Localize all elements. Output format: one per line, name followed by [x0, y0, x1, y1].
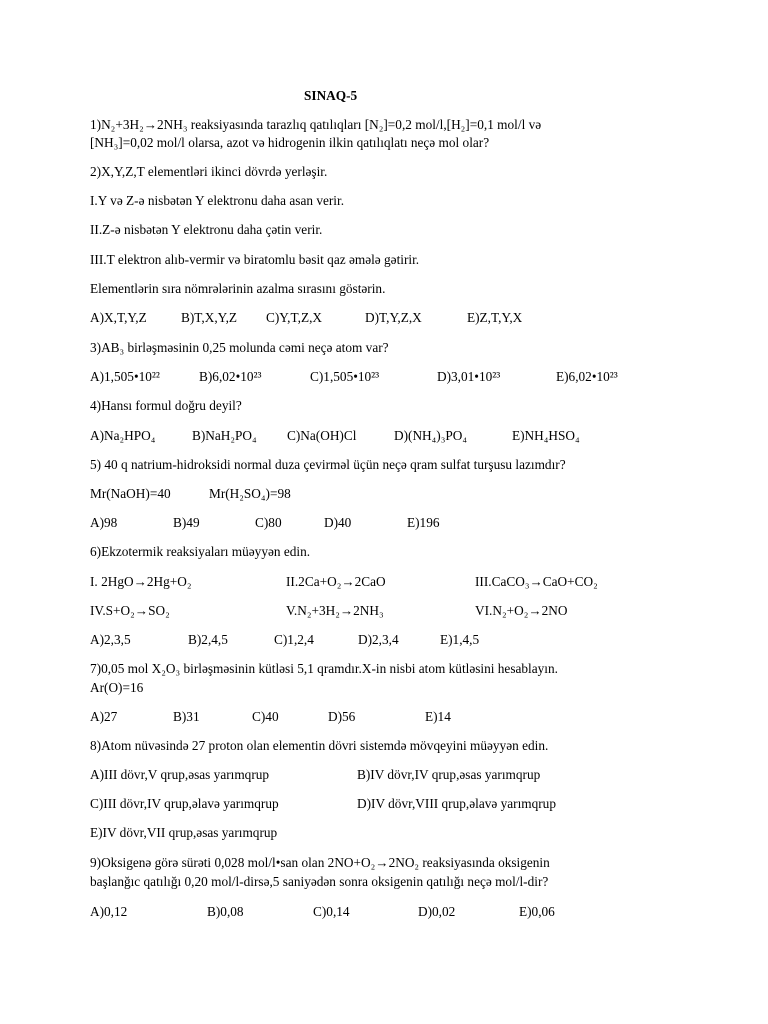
question-9-option-d: D)0,02: [418, 904, 456, 919]
question-3-option-b: B)6,02•10²³: [199, 369, 262, 384]
question-1-line-2: [NH₃]=0,02 mol/l olarsa, azot və hidrogenin ilkin qatılıqlatı neçə mol olar?: [90, 135, 490, 150]
question-2-option-e: E)Z,T,Y,X: [467, 310, 523, 325]
question-9-line-2: başlanğıc qatılığı 0,20 mol/l-dirsə,5 saniyədən sonra oksigenin qatılığı neçə mol/l-dir?: [90, 874, 549, 889]
question-4-option-a: A)Na₂HPO₄: [90, 428, 156, 443]
question-8-option-d: D)IV dövr,VIII qrup,əlavə yarımqrup: [357, 796, 556, 811]
question-3-option-e: E)6,02•10²³: [556, 369, 618, 384]
question-2-statement-3: III.T elektron alıb-vermir və biratomlu bəsit qaz əmələ gətirir.: [90, 252, 420, 267]
question-7-line-1: 7)0,05 mol X₂O₃ birləşməsinin kütləsi 5,1 qramdır.X-in nisbi atom kütləsini hesablayın.: [90, 661, 558, 676]
question-2-option-b: B)T,X,Y,Z: [181, 310, 238, 325]
question-2-stem: 2)X,Y,Z,T elementləri ikinci dövrdə yerləşir.: [90, 164, 328, 179]
question-5-option-d: D)40: [324, 515, 352, 530]
question-9-option-e: E)0,06: [519, 904, 555, 919]
question-5-stem: 5) 40 q natrium-hidroksidi normal duza çevirməl üçün neçə qram sulfat turşusu lazımdır?: [90, 457, 566, 472]
question-7-option-e: E)14: [425, 709, 451, 724]
question-6-option-c: C)1,2,4: [274, 632, 314, 647]
question-6-option-b: B)2,4,5: [188, 632, 228, 647]
question-6-reaction-1: I. 2HgO→2Hg+O₂: [90, 574, 192, 589]
question-7-line-2: Ar(O)=16: [90, 680, 144, 695]
question-8-option-b: B)IV dövr,IV qrup,əsas yarımqrup: [357, 767, 541, 782]
question-6-stem: 6)Ekzotermik reaksiyaları müəyyən edin.: [90, 544, 311, 559]
question-4-stem: 4)Hansı formul doğru deyil?: [90, 398, 242, 413]
question-3-option-c: C)1,505•10²³: [310, 369, 380, 384]
question-6-option-e: E)1,4,5: [440, 632, 480, 647]
question-5-option-b: B)49: [173, 515, 200, 530]
question-8-stem: 8)Atom nüvəsində 27 proton olan elementin dövri sistemdə mövqeyini müəyyən edin.: [90, 738, 549, 753]
question-2-option-a: A)X,T,Y,Z: [90, 310, 147, 325]
question-9-option-a: A)0,12: [90, 904, 128, 919]
question-5-option-a: A)98: [90, 515, 118, 530]
question-7-option-d: D)56: [328, 709, 356, 724]
question-6-reaction-4: IV.S+O₂→SO₂: [90, 603, 170, 618]
question-5-option-c: C)80: [255, 515, 282, 530]
question-2-option-c: C)Y,T,Z,X: [266, 310, 323, 325]
question-6-reaction-6: VI.N₂+O₂→2NO: [475, 603, 568, 618]
question-3-option-a: A)1,505•10²²: [90, 369, 160, 384]
question-5-option-e: E)196: [407, 515, 440, 530]
question-2-statement-1: I.Y və Z-ə nisbətən Y elektronu daha asan verir.: [90, 193, 345, 208]
question-3-stem: 3)AB₃ birləşməsinin 0,25 molunda cəmi neçə atom var?: [90, 340, 389, 355]
question-6-reaction-2: II.2Ca+O₂→2CaO: [286, 574, 386, 589]
question-3-option-d: D)3,01•10²³: [437, 369, 501, 384]
question-7-option-b: B)31: [173, 709, 200, 724]
question-9-option-b: B)0,08: [207, 904, 244, 919]
question-6-option-d: D)2,3,4: [358, 632, 399, 647]
question-4-option-c: C)Na(OH)Cl: [287, 428, 357, 443]
question-5-mr-h2so4: Mr(H₂SO₄)=98: [209, 486, 291, 501]
question-8-option-a: A)III dövr,V qrup,əsas yarımqrup: [90, 767, 270, 782]
question-6-reaction-5: V.N₂+3H₂→2NH₃: [286, 603, 384, 618]
question-9-line-1: 9)Oksigenə görə sürəti 0,028 mol/l•san olan 2NO+O₂→2NO₂ reaksiyasında oksigenin: [90, 855, 550, 870]
question-4-option-b: B)NaH₂PO₄: [192, 428, 257, 443]
question-2-ask: Elementlərin sıra nömrələrinin azalma sırasını göstərin.: [90, 281, 386, 296]
question-6-reaction-3: III.CaCO₃→CaO+CO₂: [475, 574, 598, 589]
question-6-option-a: A)2,3,5: [90, 632, 131, 647]
question-5-mr-naoh: Mr(NaOH)=40: [90, 486, 171, 501]
question-2-statement-2: II.Z-ə nisbətən Y elektronu daha çətin verir.: [90, 222, 323, 237]
question-4-option-d: D)(NH₄)₃PO₄: [394, 428, 467, 443]
question-7-option-a: A)27: [90, 709, 118, 724]
question-2-option-d: D)T,Y,Z,X: [365, 310, 422, 325]
question-1-line-1: 1)N₂+3H₂→2NH₃ reaksiyasında tarazlıq qatılıqları [N₂]=0,2 mol/l,[H₂]=0,1 mol/l və: [90, 117, 542, 132]
question-8-option-c: C)III dövr,IV qrup,əlavə yarımqrup: [90, 796, 279, 811]
question-7-option-c: C)40: [252, 709, 279, 724]
question-4-option-e: E)NH₄HSO₄: [512, 428, 580, 443]
question-8-option-e: E)IV dövr,VII qrup,əsas yarımqrup: [90, 825, 278, 840]
page-title: SINAQ-5: [304, 88, 358, 103]
question-9-option-c: C)0,14: [313, 904, 350, 919]
